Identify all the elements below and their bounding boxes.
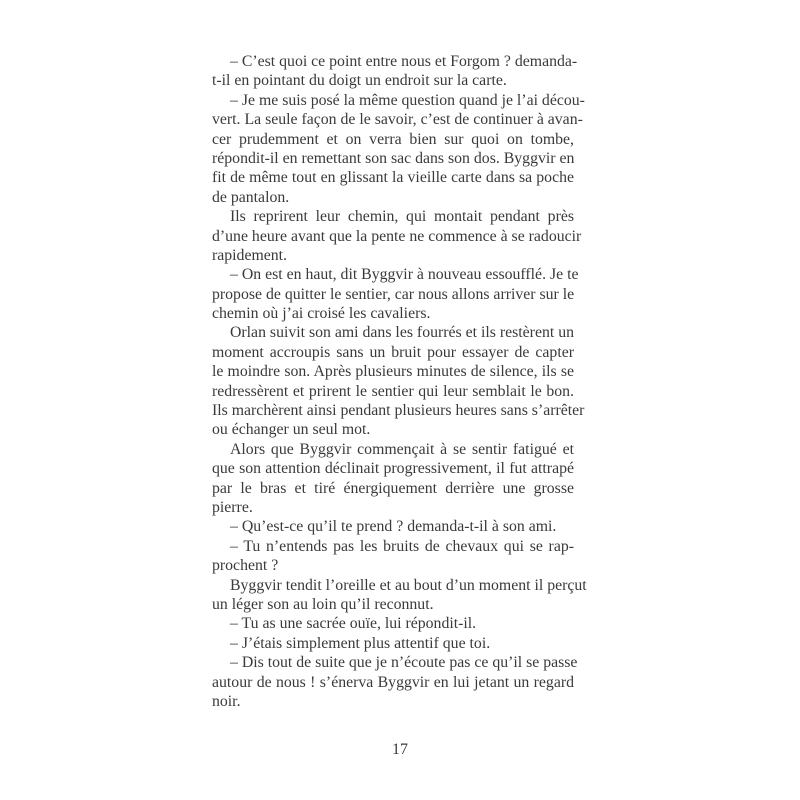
text-line: chemin où j’ai croisé les cavaliers. — [212, 305, 431, 323]
text-line: par le bras et tiré énergiquement derrière une grosse — [212, 479, 574, 497]
text-line: – On est en haut, dit Byggvir à nouveau essoufflé. Je te — [230, 266, 579, 284]
text-line: – Qu’est-ce qu’il te prend ? demanda-t-il à son ami. — [230, 518, 557, 536]
text-line: moment accroupis sans un bruit pour essayer de capter — [212, 343, 574, 361]
text-line: Alors que Byggvir commençait à se sentir fatigué et — [230, 440, 574, 458]
text-line: fit de même tout en glissant la vieille carte dans sa poche — [212, 169, 574, 187]
text-line: – Tu as une sacrée ouïe, lui répondit-il. — [230, 615, 477, 633]
text-line: que son attention déclinait progressivement, il fut attrapé — [212, 460, 574, 478]
text-line: un léger son au loin qu’il reconnut. — [212, 595, 434, 613]
text-line: – Dis tout de suite que je n’écoute pas ce qu’il se passe — [230, 654, 578, 672]
text-line: t-il en pointant du doigt un endroit sur la carte. — [212, 72, 507, 90]
text-line: prochent ? — [212, 557, 279, 575]
text-line: Orlan suivit son ami dans les fourrés et ils restèrent un — [230, 324, 574, 342]
text-line: le moindre son. Après plusieurs minutes de silence, ils se — [212, 363, 574, 381]
text-line: d’une heure avant que la pente ne commence à se radoucir — [212, 227, 582, 245]
text-line: – J’étais simplement plus attentif que toi. — [230, 634, 491, 652]
text-line: propose de quitter le sentier, car nous allons arriver sur le — [212, 285, 575, 303]
text-line: Ils marchèrent ainsi pendant plusieurs heures sans s’arrêter — [212, 402, 585, 420]
text-line: cer prudemment et on verra bien sur quoi on tombe, — [212, 130, 574, 148]
text-line: autour de nous ! s’énerva Byggvir en lui jetant un regard — [212, 673, 574, 691]
text-line: Ils reprirent leur chemin, qui montait pendant près — [230, 208, 574, 226]
text-line: vert. La seule façon de le savoir, c’est de continuer à avan- — [212, 111, 583, 129]
text-line: rapidement. — [212, 246, 288, 264]
text-line: ou échanger un seul mot. — [212, 421, 371, 439]
text-line: – Tu n’entends pas les bruits de chevaux qui se rap- — [230, 537, 574, 555]
text-line: – C’est quoi ce point entre nous et Forgom ? demanda- — [230, 53, 578, 70]
page-number: 17 — [392, 741, 408, 758]
text-line: – Je me suis posé la même question quand je l’ai décou- — [230, 91, 585, 109]
body-text — [212, 52, 587, 711]
text-line: pierre. — [212, 498, 253, 516]
text-line: de pantalon. — [212, 188, 290, 206]
text-line: Byggvir tendit l’oreille et au bout d’un moment il perçut — [230, 576, 587, 594]
text-line: répondit-il en remettant son sac dans son dos. Byggvir en — [212, 149, 575, 167]
text-line: redressèrent et prirent le sentier qui leur semblait le bon. — [212, 382, 574, 400]
text-line: noir. — [212, 692, 241, 710]
